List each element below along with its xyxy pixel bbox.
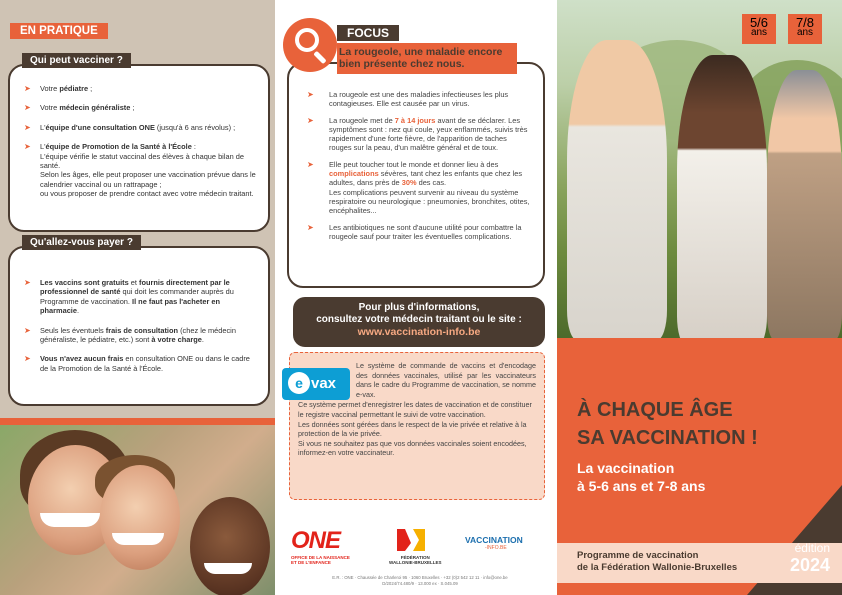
partner-logos — [275, 505, 557, 595]
pay-box — [8, 246, 270, 406]
focus-label: FOCUS — [337, 25, 399, 41]
subtitle-line2: à 5-6 ans et 7-8 ans — [577, 478, 706, 494]
evax-logo-text: vax — [311, 375, 337, 392]
middle-panel — [275, 0, 557, 595]
age2-num: 7/8 — [795, 15, 815, 30]
who-list-item: ➤ Votre pédiatre ; — [24, 84, 256, 93]
edition-badge — [790, 541, 830, 576]
who-list-item: ➤ Votre médecin généraliste ; — [24, 103, 256, 112]
subtitle-line1: La vaccination — [577, 460, 675, 476]
title-line2: SA VACCINATION ! — [577, 427, 758, 449]
one-sub-line1: OFFICE DE LA NAISSANCE — [291, 555, 350, 560]
pay-list — [24, 278, 256, 373]
focus-list-item: ➤ La rougeole est une des maladies infectieuses les plus contagieuses. Elle est causée par un virus. — [307, 90, 531, 109]
age2-ans: ans — [796, 27, 814, 38]
prog-line1: Programme de vaccination — [577, 550, 699, 561]
focus-list-item: ➤ Elle peut toucher tout le monde et donner lieu à des complications sévères, tant chez les enfants que chez les adultes, dans près de 30% des cas. Les complications peuvent survenir au niveau du système respiratoire ou neurologique : pneumonies, bronchites, otites, encéphalites... — [307, 160, 531, 216]
age1-num: 5/6 — [749, 15, 769, 30]
right-panel — [557, 0, 842, 595]
magnifier-icon — [283, 18, 337, 72]
age1-ans: ans — [750, 27, 768, 38]
one-sub-line2: ET DE L'ENFANCE — [291, 560, 331, 565]
children-photo — [0, 425, 275, 595]
prog-line2: de la Fédération Wallonie-Bruxelles — [577, 562, 738, 573]
pay-heading: Qu'allez-vous payer ? — [22, 235, 141, 250]
focus-box — [287, 62, 545, 288]
cover-subtitle — [577, 459, 705, 495]
focus-list — [307, 90, 531, 241]
fwb-logo-icon — [393, 527, 429, 553]
edition-label: édition — [794, 541, 830, 555]
cover-title — [577, 396, 758, 452]
title-line1: À CHAQUE ÂGE — [577, 399, 733, 421]
focus-list-item: ➤ La rougeole met de 7 à 14 jours avant de se déclarer. Les symptômes sont : nez qui coule, yeux enflammés, suivis très rapidement d'une forte fièvre, de l'apparition de taches rouges sur la peau, d'un malêtre général et de toux. — [307, 116, 531, 153]
who-list-item: ➤ L'équipe de Promotion de la Santé à l'École : L'équipe vérifie le statut vaccinal des élèves à chaque bilan de santé. Selon les âges, elle peut proposer une vaccination prévue dans le calendrier vaccinal ou un rattrapage ; ou vous proposer de prendre contact avec votre médecin traitant. — [24, 142, 256, 198]
pay-list-item: ➤ Vous n'avez aucun frais en consultation ONE ou dans le cadre de la Promotion de la Santé à l'École. — [24, 354, 256, 373]
info-line2: consultez votre médecin traitant ou le site : — [316, 314, 522, 325]
section-tag: EN PRATIQUE — [10, 23, 108, 39]
left-panel — [0, 0, 275, 595]
vaccination-info-sub: -INFO.BE — [485, 545, 507, 551]
evax-paragraph-1: Le système de commande de vaccins et d'encodage des données vaccinales, utilisé par les vaccinateurs dans le cadre du Programme de vaccination, se nomme e-vax. — [356, 361, 536, 399]
edition-year: 2024 — [789, 555, 830, 575]
focus-list-item: ➤ Les antibiotiques ne sont d'aucune utilité pour combattre la rougeole sauf pour traiter les éventuelles complications. — [307, 223, 531, 242]
vaccination-info-logo: VACCINATION — [465, 535, 523, 545]
footer-line1: E.R. : ONE · Chaussée de Charleroi 95 · 1060 Bruxelles · +32 (0)2 542 12 11 · info@one.be — [332, 575, 508, 580]
focus-title: La rougeole, une maladie encore bien présente chez nous. — [337, 43, 517, 74]
one-logo-text: ONE — [291, 527, 341, 554]
who-list — [24, 84, 256, 199]
footer-line2: D/2024/74.480/9 · 13.000 ex · S.045.09 — [382, 581, 458, 586]
evax-box — [289, 352, 545, 500]
one-logo-subtitle — [291, 555, 350, 565]
evax-paragraph-3: Les données sont gérées dans le respect de la vie privée et relative à la protection de la vie privée. — [298, 419, 527, 439]
age-badge-7-8 — [788, 14, 822, 44]
one-logo — [291, 527, 340, 555]
divider-stripe — [0, 418, 275, 425]
info-box — [293, 297, 545, 347]
info-url-link[interactable]: www.vaccination-info.be — [357, 326, 481, 338]
pay-list-item: ➤ Les vaccins sont gratuits et fournis directement par le professionnel de santé qui doit les commander auprès du Programme de vaccination. Il ne faut pas l'acheter en pharmacie. — [24, 278, 256, 316]
pay-list-item: ➤ Seuls les éventuels frais de consultation (chez le médecin généraliste, le pédiatre, etc.) sont à votre charge. — [24, 326, 256, 345]
cover-photo — [557, 0, 842, 338]
evax-paragraph-2: Ce système permet d'enregistrer les dates de vaccination et de constituer le registre vaccinal permettant le suivi de votre vaccination. — [298, 400, 532, 419]
age-badge-5-6 — [742, 14, 776, 44]
evax-paragraph-4: Si vous ne souhaitez pas que vos données vaccinales soient encodées, informez-en votre vaccinateur. — [298, 438, 527, 458]
who-heading: Qui peut vacciner ? — [22, 53, 131, 68]
fwb-sub-line2: WALLONIE-BRUXELLES — [389, 560, 442, 565]
info-line1: Pour plus d'informations, — [358, 302, 480, 313]
legal-footer — [315, 575, 525, 587]
evax-logo-e: e — [288, 372, 310, 394]
who-list-item: ➤ L'équipe d'une consultation ONE (jusqu'à 6 ans révolus) ; — [24, 123, 256, 132]
program-text — [577, 550, 737, 574]
fwb-sub-line1: FÉDÉRATION — [400, 555, 430, 560]
fwb-logo-subtitle — [389, 555, 442, 565]
who-box — [8, 64, 270, 232]
evax-logo — [282, 368, 350, 400]
